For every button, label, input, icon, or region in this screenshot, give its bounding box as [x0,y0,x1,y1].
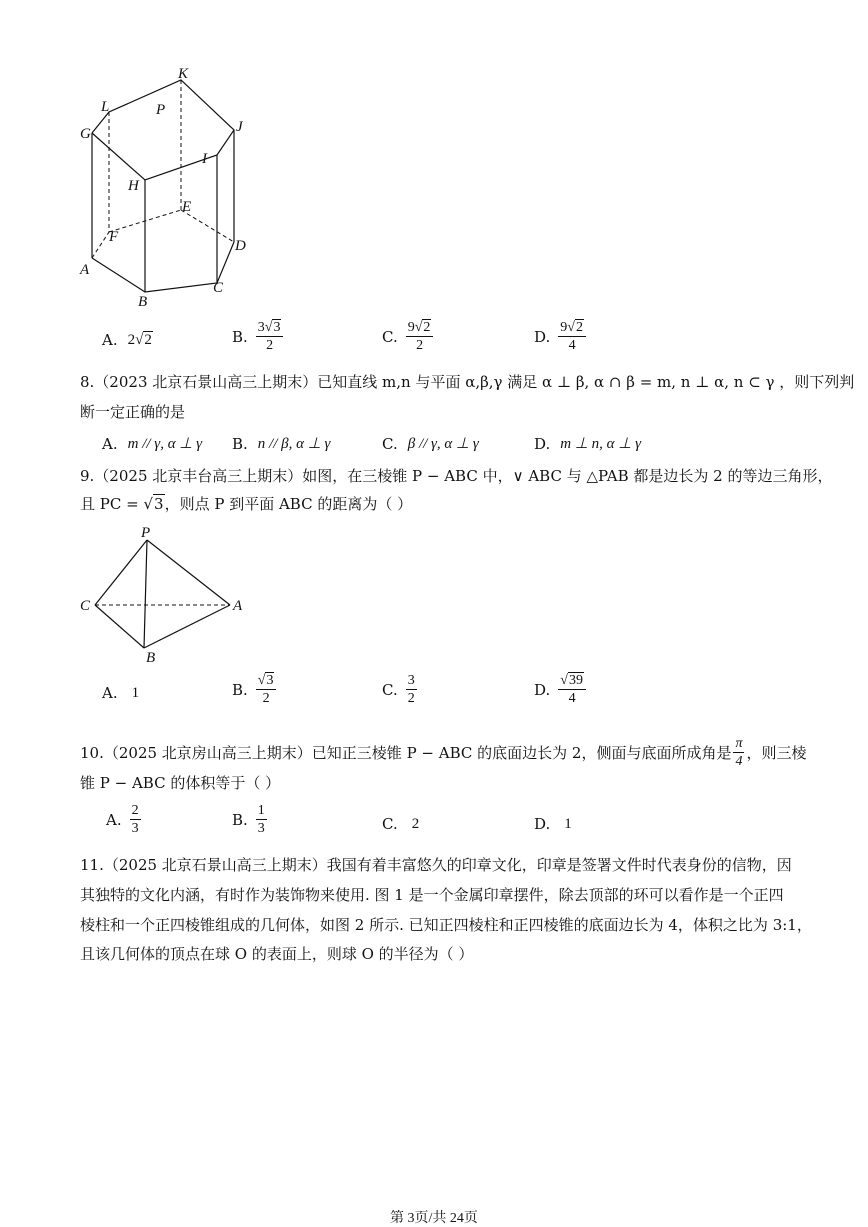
q8-option-d: D. m ⊥ n, α ⊥ γ [534,434,642,453]
q7-option-d: D. $\frac{9√2}{4}$ [534,320,586,353]
page-number: 第 3页/共 24页 [390,1211,478,1226]
q9-stem-line2: 且 PC = √3，则点 P 到平面 ABC 的距离为（ ） [80,495,413,513]
q8-option-a: A. m // γ, α ⊥ γ [102,434,203,453]
label-L: L [101,99,110,115]
q9-option-c: C. $\frac{3}{2}$ [382,673,415,706]
label-J: J [236,119,243,135]
label-F: F [109,229,119,245]
label-B: B [146,650,156,666]
label-B: B [138,294,148,310]
q8-option-b: B. n // β, α ⊥ γ [232,434,331,453]
q9-option-a: A. 1 [102,684,140,702]
label-G: G [80,126,91,142]
label-P: P [141,525,151,541]
q7-option-c: C. $\frac{9√2}{2}$ [382,320,433,353]
q11-stem-line2: 其独特的文化内涵，有时作为装饰物来使用. 图 1 是一个金属印章摆件，除去顶部的环可以看作是一个正四 [80,886,784,904]
triangular-pyramid-figure [70,522,260,667]
label-A: A [233,598,243,614]
label-C: C [213,280,224,296]
q8-option-c: C. β // γ, α ⊥ γ [382,434,479,453]
q11-stem-line4: 且该几何体的顶点在球 O 的表面上，则球 O 的半径为（ ） [80,945,474,963]
q7-option-a: A. 2√2 [102,331,152,349]
q10-option-b: B. $\frac{1}{3}$ [232,803,265,836]
q9-option-d: D. $\frac{√39}{4}$ [534,673,586,706]
q11-stem-line3: 棱柱和一个正四棱锥组成的几何体，如图 2 所示. 已知正四棱柱和正四棱锥的底面边长为 4，体积之比为 3:1， [80,916,812,934]
q8-stem-line2: 断一定正确的是 [80,403,186,421]
label-A: A [80,262,90,278]
hexagonal-prism-figure [70,60,270,315]
q9-stem-line1: 9.（2025 北京丰台高三上期末）如图，在三棱锥 P − ABC 中，∨ ABC 与 △PAB 都是边长为 2 的等边三角形， [80,467,833,485]
label-C: C [80,598,91,614]
label-H: H [128,178,139,194]
q10-option-d: D. 1 [534,815,572,833]
q8-stem-line1: 8.（2023 北京石景山高三上期末）已知直线 m,n 与平面 α,β,γ 满足 α ⊥ β, α ∩ β = m, n ⊥ α, n ⊂ γ ，则下列判 [80,373,855,391]
label-K: K [178,66,189,82]
label-I: I [202,151,207,167]
q11-stem-line1: 11.（2025 北京石景山高三上期末）我国有着丰富悠久的印章文化，印章是签署文件时代表身份的信物，因 [80,856,792,874]
q10-option-a: A. $\frac{2}{3}$ [106,803,139,836]
label-E: E [182,199,192,215]
q9-option-b: B. $\frac{√3}{2}$ [232,673,276,706]
q10-stem-line2: 锥 P − ABC 的体积等于（ ） [80,774,281,792]
label-P: P [156,102,166,118]
q10-stem-line1: 10.（2025 北京房山高三上期末）已知正三棱锥 P − ABC 的底面边长为 2，侧面与底面所成角是 $\frac{\pi}{4}$ ，则三棱 [80,736,807,769]
q7-option-b: B. $\frac{3√3}{2}$ [232,320,283,353]
label-D: D [235,238,246,254]
q10-option-c: C. 2 [382,815,420,833]
